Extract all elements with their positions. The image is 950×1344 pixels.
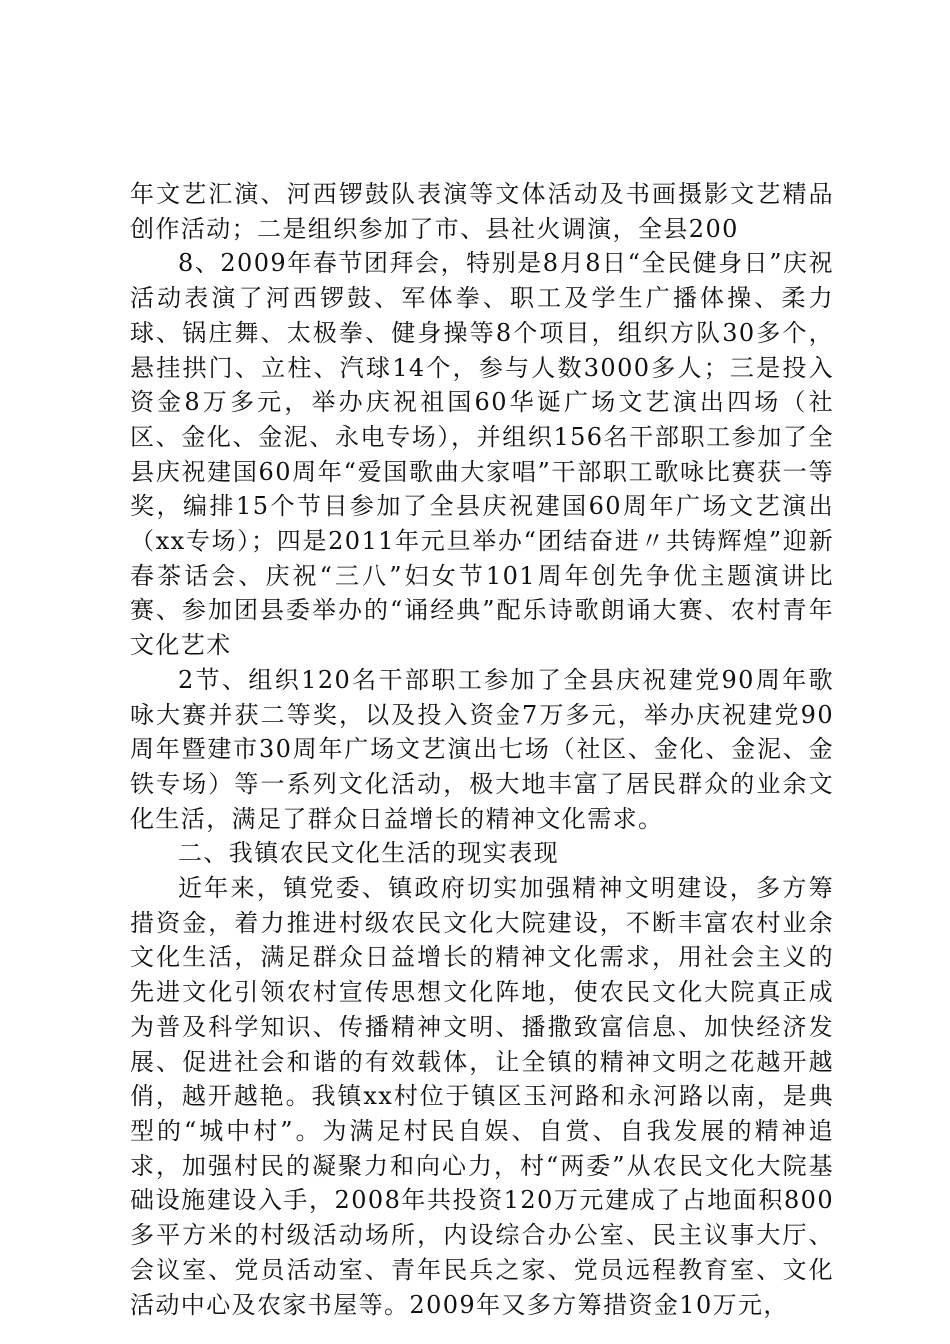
paragraph-party-anniversary: 2节、组织120名干部职工参加了全县庆祝建党90周年歌咏大赛并获二等奖，以及投入资金7万多元，举办庆祝建党90周年暨建市30周年广场文艺演出七场（社区、金化、金泥、金铁专场）等一系列文化活动，极大地丰富了居民群众的业余文化生活，满足了群众日益增长的精神文化需求。 [130, 665, 834, 833]
paragraph-continuation: 年文艺汇演、河西锣鼓队表演等文体活动及书画摄影文艺精品创作活动；二是组织参加了市、县社火调演，全县200 [130, 180, 834, 243]
paragraph-village-culture: 近年来，镇党委、镇政府切实加强精神文明建设，多方筹措资金，着力推进村级农民文化大院建设，不断丰富农村业余文化生活，满足群众日益增长的精神文化需求，用社会主义的先进文化引领农村宣传思想文化阵地，使农民文化大院真正成为普及科学知识、传播精神文明、播撒致富信息、加快经济发展、促进社会和谐的有效载体，让全镇的精神文明之花越开越俏，越开越艳。我镇xx村位于镇区玉河路和永河路以南，是典型的“城中村”。为满足村民自娱、自赏、自我发展的精神追求，加强村民的凝聚力和向心力，村“两委”从农民文化大院基础设施建设入手，2008年共投资120万元建成了占地面积800多平方米的村级活动场所，内设综合办公室、民主议事大厅、会议室、党员活动室、青年民兵之家、党员远程教育室、文化活动中心及农家书屋等。2009年又多方筹措资金10万元， [130, 874, 834, 1319]
document-body [130, 177, 834, 1322]
paragraph-spring-festival: 8、2009年春节团拜会，特别是8月8日“全民健身日”庆祝活动表演了河西锣鼓、军体拳、职工及学生广播体操、柔力球、锅庄舞、太极拳、健身操等8个项目，组织方队30多个，悬挂拱门、立柱、汽球14个，参与人数3000多人；三是投入资金8万多元，举办庆祝祖国60华诞广场文艺演出四场（社区、金化、金泥、永电专场），并组织156名干部职工参加了全县庆祝建国60周年“爱国歌曲大家唱”干部职工歌咏比赛获一等奖，编排15个节目参加了全县庆祝建国60周年广场文艺演出（xx专场）；四是2011年元旦举办“团结奋进〃共铸辉煌”迎新春茶话会、庆祝“三八”妇女节101周年创先争优主题演讲比赛、参加团县委举办的“诵经典”配乐诗歌朗诵大赛、农村青年文化艺术 [130, 249, 834, 660]
section-heading: 二、我镇农民文化生活的现实表现 [178, 839, 559, 868]
